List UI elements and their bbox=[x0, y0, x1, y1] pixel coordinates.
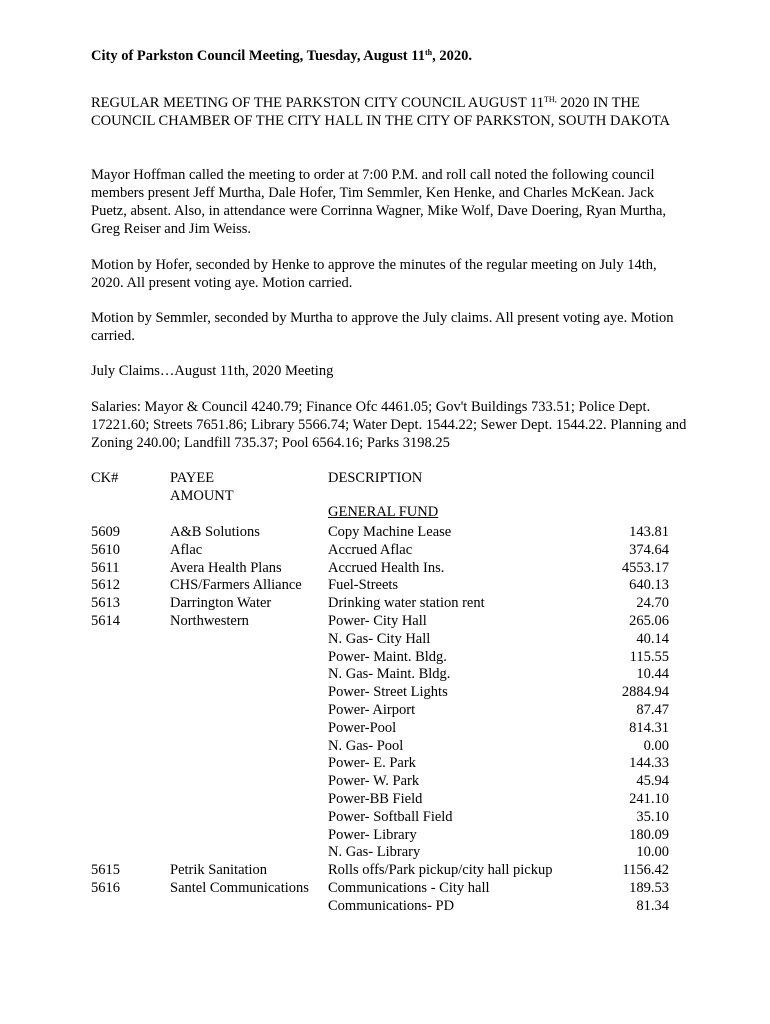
check-number: 5609 bbox=[91, 524, 120, 540]
claim-description: Power- Library bbox=[328, 826, 417, 843]
claim-description: Power- W. Park bbox=[328, 773, 420, 790]
claim-description: Fuel-Streets bbox=[328, 577, 399, 594]
claims-motion-paragraph: Motion by Semmler, seconded by Murtha to approve the July claims. All present voting aye. Motion carried. bbox=[91, 310, 674, 344]
title-tail: , 2020. bbox=[432, 48, 472, 64]
table-row bbox=[0, 754, 770, 772]
table-row bbox=[0, 648, 770, 666]
claim-amount: 4553.17 bbox=[621, 559, 669, 576]
minutes-motion-paragraph: Motion by Hofer, seconded by Henke to approve the minutes of the regular meeting on July 14th, 2020. All present voting aye. Motion carried. bbox=[91, 257, 657, 291]
table-row bbox=[0, 630, 770, 648]
heading-superscript: TH, bbox=[544, 95, 557, 104]
claim-amount: 81.34 bbox=[636, 897, 669, 914]
heading-post: 2020 IN THE COUNCIL CHAMBER OF THE CITY HALL IN THE CITY OF PARKSTON, SOUTH DAKOTA bbox=[91, 95, 670, 129]
claim-amount: 2884.94 bbox=[621, 684, 669, 701]
table-row bbox=[0, 808, 770, 826]
claim-amount: 45.94 bbox=[636, 773, 669, 790]
claim-amount: 265.06 bbox=[629, 613, 669, 629]
salaries-paragraph: Salaries: Mayor & Council 4240.79; Finance Ofc 4461.05; Gov't Buildings 733.51; Police Dept. 17221.60; Streets 7651.86; Library 5566.74; Water Dept. 1544.22; Sewer Dept. 1544.22. Planning and Zoning 240.00; Landfill 735.37; Pool 6564.16; Parks 3198.25 bbox=[91, 399, 687, 451]
column-header-amount: AMOUNT bbox=[170, 488, 234, 504]
claim-description: Power- Airport bbox=[328, 702, 416, 718]
check-number: 5615 bbox=[91, 862, 120, 879]
claim-amount: 180.09 bbox=[629, 826, 669, 843]
claim-description: Drinking water station rent bbox=[328, 595, 485, 612]
meeting-heading bbox=[91, 94, 691, 130]
claim-description: Copy Machine Lease bbox=[328, 524, 452, 540]
table-row bbox=[0, 559, 770, 577]
table-row bbox=[0, 843, 770, 861]
table-row bbox=[0, 719, 770, 737]
claim-description: Power-Pool bbox=[328, 719, 397, 736]
claims-heading: July Claims…August 11th, 2020 Meeting bbox=[91, 363, 334, 379]
claim-description: Accrued Health Ins. bbox=[328, 559, 445, 576]
claim-amount: 10.44 bbox=[636, 666, 669, 683]
check-number: 5616 bbox=[91, 880, 120, 896]
claim-description: Power- Softball Field bbox=[328, 808, 453, 825]
claim-amount: 10.00 bbox=[636, 844, 669, 861]
claim-description: N. Gas- Maint. Bldg. bbox=[328, 666, 451, 683]
table-row bbox=[0, 826, 770, 844]
table-row bbox=[0, 683, 770, 701]
claim-amount: 189.53 bbox=[629, 880, 669, 896]
table-row bbox=[0, 612, 770, 630]
claim-amount: 374.64 bbox=[629, 541, 669, 558]
column-header-payee: PAYEE bbox=[170, 470, 215, 486]
payee-name: Aflac bbox=[170, 541, 203, 558]
roll-call-paragraph: Mayor Hoffman called the meeting to order at 7:00 P.M. and roll call noted the following council members present Jeff Murtha, Dale Hofer, Tim Semmler, Ken Henke, and Charles McKean. Jack Puetz, absent. Also, in attendance were Corrinna Wagner, Mike Wolf, Dave Doering, Ryan Murtha, Greg Reiser and Jim Weiss. bbox=[91, 167, 667, 237]
table-row bbox=[0, 665, 770, 683]
claim-description: Power- E. Park bbox=[328, 755, 416, 772]
claim-description: Accrued Aflac bbox=[328, 541, 413, 558]
claim-description: N. Gas- City Hall bbox=[328, 630, 431, 647]
claim-amount: 40.14 bbox=[636, 630, 669, 647]
claim-description: Power- Maint. Bldg. bbox=[328, 648, 447, 665]
payee-name: CHS/Farmers Alliance bbox=[170, 577, 302, 594]
claim-description: N. Gas- Pool bbox=[328, 737, 404, 754]
payee-name: Petrik Sanitation bbox=[170, 862, 268, 879]
heading-pre: REGULAR MEETING OF THE PARKSTON CITY COUNCIL AUGUST 11 bbox=[91, 95, 545, 111]
payee-name: Northwestern bbox=[170, 613, 249, 629]
table-row bbox=[0, 576, 770, 594]
claim-description: Rolls offs/Park pickup/city hall pickup bbox=[328, 862, 553, 879]
claim-amount: 1156.42 bbox=[622, 862, 669, 879]
column-header-ck: CK# bbox=[91, 470, 119, 486]
page-title bbox=[91, 47, 472, 65]
claim-amount: 143.81 bbox=[629, 524, 669, 540]
claim-amount: 241.10 bbox=[629, 791, 669, 807]
fund-heading: GENERAL FUND bbox=[328, 504, 439, 520]
table-row bbox=[0, 897, 770, 915]
table-row bbox=[0, 772, 770, 790]
table-row bbox=[0, 541, 770, 559]
claim-description: N. Gas- Library bbox=[328, 844, 421, 861]
column-header-description: DESCRIPTION bbox=[328, 470, 423, 486]
claim-amount: 144.33 bbox=[629, 755, 669, 772]
check-number: 5613 bbox=[91, 595, 120, 612]
claim-description: Power- City Hall bbox=[328, 613, 427, 629]
check-number: 5610 bbox=[91, 541, 120, 558]
table-row bbox=[0, 737, 770, 755]
claim-amount: 24.70 bbox=[636, 595, 669, 612]
claim-description: Power-BB Field bbox=[328, 791, 423, 807]
claim-description: Communications- PD bbox=[328, 897, 455, 914]
table-row bbox=[0, 523, 770, 541]
claim-amount: 814.31 bbox=[629, 719, 669, 736]
claim-amount: 0.00 bbox=[643, 737, 669, 754]
claim-description: Power- Street Lights bbox=[328, 684, 448, 701]
table-row bbox=[0, 594, 770, 612]
claim-amount: 115.55 bbox=[629, 648, 669, 665]
claim-description: Communications - City hall bbox=[328, 880, 490, 896]
claim-amount: 87.47 bbox=[636, 702, 669, 718]
check-number: 5614 bbox=[91, 613, 120, 629]
check-number: 5611 bbox=[91, 559, 120, 576]
claim-amount: 35.10 bbox=[636, 808, 669, 825]
table-row bbox=[0, 790, 770, 808]
table-row bbox=[0, 701, 770, 719]
claim-amount: 640.13 bbox=[629, 577, 669, 594]
payee-name: A&B Solutions bbox=[170, 524, 260, 540]
table-row bbox=[0, 879, 770, 897]
title-main: City of Parkston Council Meeting, Tuesday, August 11 bbox=[91, 48, 425, 64]
check-number: 5612 bbox=[91, 577, 120, 594]
table-row bbox=[0, 861, 770, 879]
payee-name: Avera Health Plans bbox=[170, 559, 282, 576]
payee-name: Darrington Water bbox=[170, 595, 272, 612]
title-superscript: th bbox=[424, 48, 433, 57]
payee-name: Santel Communications bbox=[170, 880, 309, 896]
